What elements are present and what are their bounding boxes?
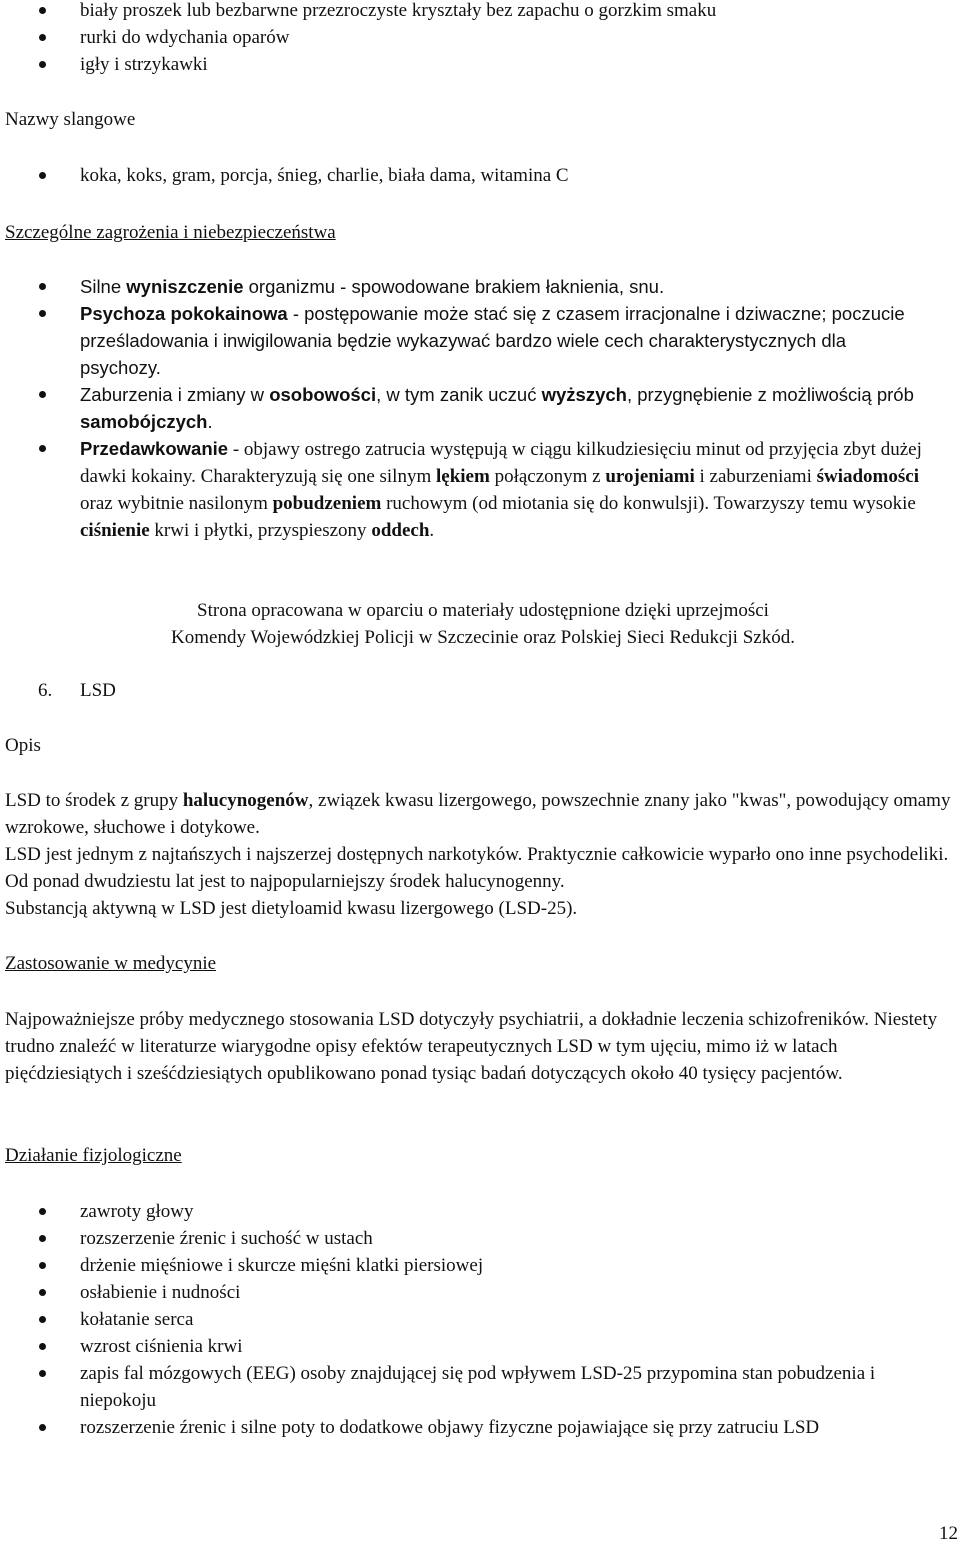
physio-heading: Działanie fizjologiczne [5,1145,182,1166]
list-item: zawroty głowy [0,1198,930,1225]
list-item: Psychoza pokokainowa - postępowanie może stać się z czasem irracjonalne i dziwaczne; poczucie prześladowania i inwigilowania będzie wykazywać bardzo wiele cech charakterystycznych dla psychozy. [0,300,930,381]
slang-list [0,162,930,189]
list-item: osłabienie i nudności [0,1279,930,1306]
list-item: igły i strzykawki [0,51,930,78]
credit-line: Strona opracowana w oparciu o materiały udostępnione dzięki uprzejmości [197,600,769,621]
list-item: rozszerzenie źrenic i suchość w ustach [0,1225,930,1252]
list-item: rozszerzenie źrenic i silne poty to dodatkowe objawy fizyczne pojawiające się przy zatruciu LSD [0,1414,930,1441]
list-item: biały proszek lub bezbarwne przezroczyste kryształy bez zapachu o gorzkim smaku [0,0,930,24]
list-item: Przedawkowanie - objawy ostrego zatrucia występują w ciągu kilkudziesięciu minut od przyjęcia zbyt dużej dawki kokainy. Charakteryzują się one silnym lękiem połączonym z urojeniami i zaburzeniami świadomości oraz wybitnie nasilonym pobudzeniem ruchowym (od miotania się do konwulsji). Towarzyszy temu wysokie ciśnienie krwi i płytki, przyspieszony oddech. [0,435,930,544]
source-credit [98,597,868,651]
list-item: drżenie mięśniowe i skurcze mięśni klatki piersiowej [0,1252,930,1279]
page-number: 12 [939,1523,958,1544]
list-item: Zaburzenia i zmiany w osobowości, w tym zanik uczuć wyższych, przygnębienie z możliwością prób samobójczych. [0,381,930,435]
opis-heading: Opis [5,735,41,756]
paragraph: LSD jest jednym z najtańszych i najszerzej dostępnych narkotyków. Praktycznie całkowicie wyparło ono inne psychodeliki. Od ponad dwudziestu lat jest to najpopularniejszy środek halucynogenny. [5,844,949,892]
credit-line: Komendy Wojewódzkiej Policji w Szczecinie oraz Polskiej Sieci Redukcji Szkód. [171,627,795,648]
dangers-heading: Szczególne zagrożenia i niebezpieczeństwa [5,222,336,243]
list-item: kołatanie serca [0,1306,930,1333]
physio-list [0,1198,930,1441]
paragraph: Substancją aktywną w LSD jest dietyloamid kwasu lizergowego (LSD-25). [5,898,578,919]
list-item: koka, koks, gram, porcja, śnieg, charlie, biała dama, witamina C [0,162,930,189]
opis-text [5,787,955,922]
medicine-text: Najpoważniejsze próby medycznego stosowania LSD dotyczyły psychiatrii, a dokładnie leczenia schizofreników. Niestety trudno znaleźć w literaturze wiarygodne opisy efektów terapeutycznych LSD w tym ujęciu, mimo iż w latach pięćdziesiątych i sześćdziesiątych opublikowano ponad tysiąc badań dotyczących około 40 tysięcy pacjentów. [5,1009,938,1084]
medicine-heading: Zastosowanie w medycynie [5,953,217,974]
slang-heading: Nazwy slangowe [5,109,136,130]
dangers-list [0,273,930,544]
list-item: Silne wyniszczenie organizmu - spowodowane brakiem łaknienia, snu. [0,273,930,300]
list-item: wzrost ciśnienia krwi [0,1333,930,1360]
paragraph: LSD to środek z grupy halucynogenów, związek kwasu lizergowego, powszechnie znany jako "kwas", powodujący omamy wzrokowe, słuchowe i dotykowe. [5,790,951,838]
section-number: 6. [38,680,53,701]
list-item: rurki do wdychania oparów [0,24,930,51]
section-title: LSD [80,680,116,701]
list-item: zapis fal mózgowych (EEG) osoby znajdującej się pod wpływem LSD-25 przypomina stan pobudzenia i niepokoju [0,1360,930,1414]
appearance-list [0,0,930,78]
